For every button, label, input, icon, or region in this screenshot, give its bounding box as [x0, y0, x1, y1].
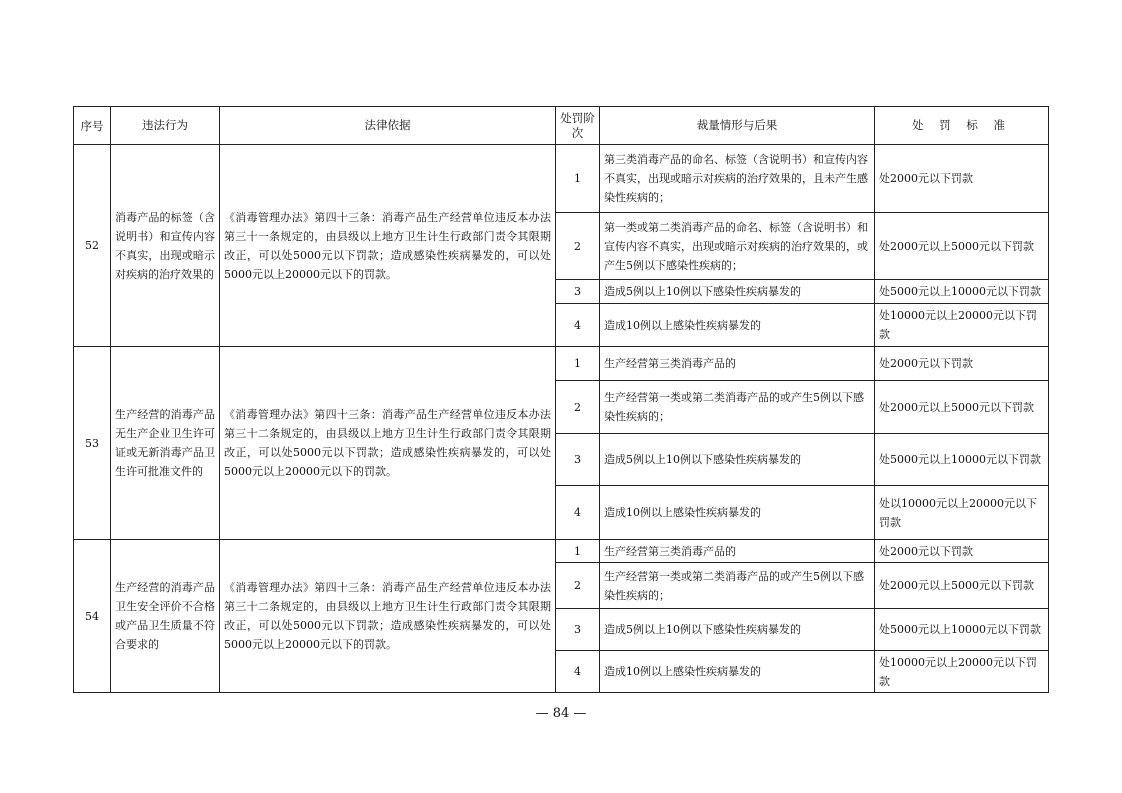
penalty-table	[73, 106, 1049, 693]
condition-cell: 第三类消毒产品的命名、标签（含说明书）和宣传内容不真实，出现或暗示对疾病的治疗效果的，且未产生感染性疾病的；	[600, 145, 875, 213]
standard-cell: 处以10000元以上20000元以下罚款	[875, 486, 1049, 540]
condition-cell: 生产经营第一类或第二类消毒产品的或产生5例以下感染性疾病的；	[600, 563, 875, 609]
standard-cell: 处10000元以上20000元以下罚款	[875, 304, 1049, 347]
col-header-act: 违法行为	[111, 107, 220, 145]
table-row	[74, 347, 1049, 381]
violation-cell: 消毒产品的标签（含说明书）和宣传内容不真实，出现或暗示对疾病的治疗效果的	[111, 145, 220, 347]
condition-cell: 第一类或第二类消毒产品的命名、标签（含说明书）和宣传内容不真实，出现或暗示对疾病的治疗效果的，或产生5例以下感染性疾病的；	[600, 213, 875, 280]
header-row	[74, 107, 1049, 145]
page-number: — 84 —	[535, 706, 587, 721]
tier-cell: 4	[556, 651, 600, 693]
violation-cell: 生产经营的消毒产品无生产企业卫生许可证或无新消毒产品卫生许可批准文件的	[111, 347, 220, 540]
condition-cell: 造成10例以上感染性疾病暴发的	[600, 486, 875, 540]
tier-cell: 2	[556, 213, 600, 280]
standard-cell: 处2000元以上5000元以下罚款	[875, 213, 1049, 280]
table-row	[74, 145, 1049, 213]
standard-cell: 处5000元以上10000元以下罚款	[875, 280, 1049, 304]
condition-cell: 造成10例以上感染性疾病暴发的	[600, 304, 875, 347]
condition-cell: 造成5例以上10例以下感染性疾病暴发的	[600, 434, 875, 486]
legal-basis-cell: 《消毒管理办法》第四十三条：消毒产品生产经营单位违反本办法第三十二条规定的，由县级以上地方卫生计生行政部门责令其限期改正，可以处5000元以下罚款；造成感染性疾病暴发的，可以处5000元以上20000元以下的罚款。	[220, 540, 556, 693]
standard-cell: 处5000元以上10000元以下罚款	[875, 609, 1049, 651]
standard-cell: 处2000元以上5000元以下罚款	[875, 381, 1049, 434]
col-header-cond: 裁量情形与后果	[600, 107, 875, 145]
tier-cell: 1	[556, 145, 600, 213]
standard-cell: 处2000元以下罚款	[875, 540, 1049, 563]
tier-cell: 1	[556, 540, 600, 563]
standard-cell: 处2000元以下罚款	[875, 347, 1049, 381]
standard-cell: 处2000元以上5000元以下罚款	[875, 563, 1049, 609]
row-number: 52	[74, 145, 111, 347]
row-number: 54	[74, 540, 111, 693]
col-header-no: 序号	[74, 107, 111, 145]
tier-cell: 1	[556, 347, 600, 381]
standard-cell: 处5000元以上10000元以下罚款	[875, 434, 1049, 486]
standard-cell: 处10000元以上20000元以下罚款	[875, 651, 1049, 693]
condition-cell: 造成10例以上感染性疾病暴发的	[600, 651, 875, 693]
col-header-tier: 处罚阶次	[556, 107, 600, 145]
col-header-basis: 法律依据	[220, 107, 556, 145]
legal-basis-cell: 《消毒管理办法》第四十三条：消毒产品生产经营单位违反本办法第三十一条规定的，由县级以上地方卫生计生行政部门责令其限期改正，可以处5000元以下罚款；造成感染性疾病暴发的，可以处5000元以上20000元以下的罚款。	[220, 145, 556, 347]
condition-cell: 造成5例以上10例以下感染性疾病暴发的	[600, 280, 875, 304]
violation-cell: 生产经营的消毒产品卫生安全评价不合格或产品卫生质量不符合要求的	[111, 540, 220, 693]
condition-cell: 生产经营第三类消毒产品的	[600, 347, 875, 381]
table-row	[74, 540, 1049, 563]
tier-cell: 3	[556, 434, 600, 486]
condition-cell: 生产经营第一类或第二类消毒产品的或产生5例以下感染性疾病的；	[600, 381, 875, 434]
tier-cell: 4	[556, 304, 600, 347]
tier-cell: 3	[556, 280, 600, 304]
col-header-std: 处 罚 标 准	[875, 107, 1049, 145]
condition-cell: 造成5例以上10例以下感染性疾病暴发的	[600, 609, 875, 651]
condition-cell: 生产经营第三类消毒产品的	[600, 540, 875, 563]
tier-cell: 3	[556, 609, 600, 651]
standard-cell: 处2000元以下罚款	[875, 145, 1049, 213]
row-number: 53	[74, 347, 111, 540]
legal-basis-cell: 《消毒管理办法》第四十三条：消毒产品生产经营单位违反本办法第三十二条规定的，由县级以上地方卫生计生行政部门责令其限期改正，可以处5000元以下罚款；造成感染性疾病暴发的，可以处5000元以上20000元以下的罚款。	[220, 347, 556, 540]
tier-cell: 2	[556, 563, 600, 609]
tier-cell: 2	[556, 381, 600, 434]
tier-cell: 4	[556, 486, 600, 540]
